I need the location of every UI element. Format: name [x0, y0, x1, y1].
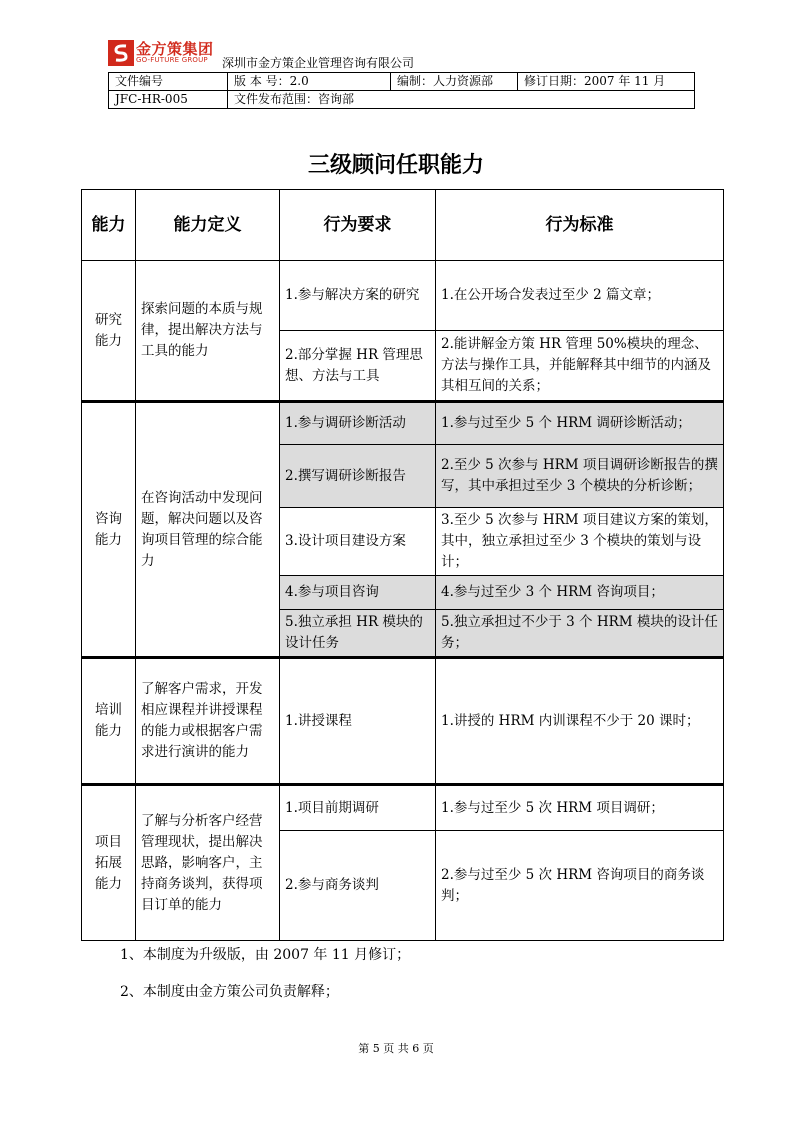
standard-cell: 4.参与过至少 3 个 HRM 咨询项目；: [436, 576, 724, 610]
requirement-cell: 1.讲授课程: [280, 658, 436, 785]
requirement-cell: 2.部分掌握 HR 管理思想、方法与工具: [280, 331, 436, 402]
definition-consulting: 在咨询活动中发现问题，解决问题以及咨询项目管理的综合能力: [136, 402, 280, 658]
ability-research: 研究 能力: [82, 261, 136, 402]
page-number: 第 5 页 共 6 页: [358, 1042, 434, 1055]
standard-cell: 1.在公开场合发表过至少 2 篇文章；: [436, 261, 724, 331]
version-cell: 版 本 号：2.0: [228, 73, 391, 91]
standard-cell: 2.至少 5 次参与 HRM 项目调研诊断报告的撰写，其中承担过至少 3 个模块的分析诊断；: [436, 445, 724, 508]
requirement-cell: 1.参与解决方案的研究: [280, 261, 436, 331]
ability-business-development: 项目 拓展 能力: [82, 785, 136, 941]
company-name: 深圳市金方策企业管理咨询有限公司: [222, 56, 415, 70]
note-1: 1、本制度为升级版，由 2007 年 11 月修订；: [120, 947, 411, 963]
standard-cell: 2.能讲解金方策 HR 管理 50%模块的理念、方法与操作工具，并能解释其中细节的内涵及其相互间的关系；: [436, 331, 724, 402]
requirement-cell: 2.参与商务谈判: [280, 831, 436, 941]
requirement-cell: 5.独立承担 HR 模块的设计任务: [280, 610, 436, 658]
definition-research: 探索问题的本质与规律，提出解决方法与工具的能力: [136, 261, 280, 402]
requirement-cell: 1.参与调研诊断活动: [280, 402, 436, 445]
logo-text-cn: 金方策集团: [136, 40, 214, 58]
header-ability: 能力: [82, 190, 136, 261]
requirement-cell: 1.项目前期调研: [280, 785, 436, 831]
scope-cell: 文件发布范围：咨询部: [228, 91, 695, 109]
header-definition: 能力定义: [136, 190, 280, 261]
header-requirement: 行为要求: [280, 190, 436, 261]
company-logo: [108, 40, 220, 70]
requirement-cell: 4.参与项目咨询: [280, 576, 436, 610]
note-2: 2、本制度由金方策公司负责解释；: [120, 984, 339, 1000]
ability-training: 培训 能力: [82, 658, 136, 785]
logo-icon: [108, 40, 134, 66]
editor-cell: 编制：人力资源部: [391, 73, 518, 91]
standard-cell: 1.参与过至少 5 个 HRM 调研诊断活动；: [436, 402, 724, 445]
definition-business-development: 了解与分析客户经营管理现状，提出解决思路，影响客户，主持商务谈判，获得项目订单的能力: [136, 785, 280, 941]
logo-text-en: GO-FUTURE GROUP: [136, 56, 208, 64]
standard-cell: 1.参与过至少 5 次 HRM 项目调研；: [436, 785, 724, 831]
requirement-cell: 2.撰写调研诊断报告: [280, 445, 436, 508]
doc-no-label: 文件编号: [109, 73, 228, 91]
doc-no-value: JFC-HR-005: [109, 91, 228, 109]
ability-consulting: 咨询 能力: [82, 402, 136, 658]
standard-cell: 5.独立承担过不少于 3 个 HRM 模块的设计任务；: [436, 610, 724, 658]
header-standard: 行为标准: [436, 190, 724, 261]
document-header-table: [108, 72, 695, 109]
standard-cell: 1.讲授的 HRM 内训课程不少于 20 课时；: [436, 658, 724, 785]
definition-training: 了解客户需求，开发相应课程并讲授课程的能力或根据客户需求进行演讲的能力: [136, 658, 280, 785]
page-title: 三级顾问任职能力: [307, 153, 484, 178]
requirement-cell: 3.设计项目建设方案: [280, 508, 436, 576]
competency-table: [81, 189, 724, 941]
revised-cell: 修订日期：2007 年 11 月: [518, 73, 695, 91]
standard-cell: 2.参与过至少 5 次 HRM 咨询项目的商务谈判；: [436, 831, 724, 941]
standard-cell: 3.至少 5 次参与 HRM 项目建议方案的策划，其中，独立承担过至少 3 个模块的策划与设计；: [436, 508, 724, 576]
